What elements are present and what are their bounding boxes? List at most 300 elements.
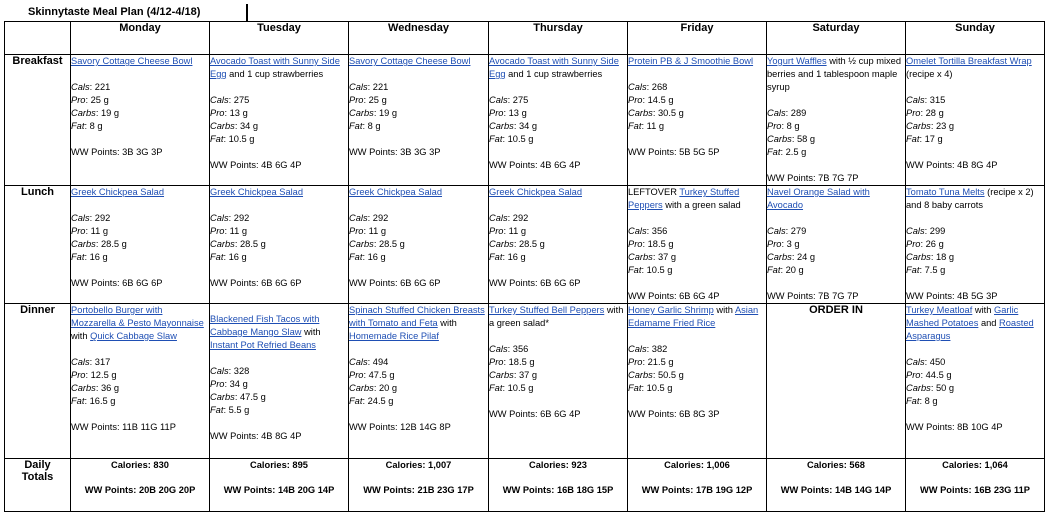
nutrition-fat: Fat: 10.5 g — [489, 134, 534, 144]
recipe-link[interactable]: Avocado Toast with Sunny Side Egg — [210, 56, 340, 79]
nutrition-fat: Fat: 16 g — [210, 252, 247, 262]
meal-text: with a green salad — [662, 200, 741, 210]
nutrition-carbs: Carbs: 20 g — [349, 383, 398, 393]
meal-plan-title: Skinnytaste Meal Plan (4/12-4/18) — [28, 6, 201, 18]
nutrition-cals-label: Cals — [210, 95, 229, 105]
breakfast-cell-friday — [628, 55, 767, 186]
spacer — [489, 81, 627, 94]
nutrition-fat: Fat: 10.5 g — [210, 134, 255, 144]
nutrition-pro-label: Pro — [71, 226, 86, 236]
day-header-saturday: Saturday — [767, 22, 906, 55]
nutrition-cals: Cals: 221 — [349, 82, 389, 92]
daily-ww-points: WW Points: 20B 20G 20P — [84, 485, 196, 495]
recipe-link[interactable]: Protein PB & J Smoothie Bowl — [628, 56, 754, 66]
nutrition-carbs-label: Carbs — [489, 239, 514, 249]
ww-points: WW Points: 6B 6G 4P — [489, 409, 581, 419]
dinner-cell-thursday — [489, 304, 628, 459]
recipe-link[interactable]: Turkey Stuffed Bell Peppers — [489, 305, 605, 315]
lunch-cell-saturday — [767, 186, 906, 304]
nutrition-pro: Pro: 28 g — [906, 108, 944, 118]
row-label-lunch: Lunch — [5, 186, 71, 304]
daily-ww-points: WW Points: 17B 19G 12P — [641, 485, 753, 495]
breakfast-cell-sunday — [906, 55, 1045, 186]
nutrition-cals-label: Cals — [71, 82, 90, 92]
nutrition-cals-value: 382 — [651, 344, 668, 354]
nutrition-pro: Pro: 8 g — [767, 121, 800, 131]
nutrition-carbs: Carbs: 28.5 g — [210, 239, 266, 249]
nutrition-pro-value: 21.5 g — [647, 357, 674, 367]
lunch-cell-wednesday — [349, 186, 489, 304]
recipe-link[interactable]: Homemade Rice Pilaf — [349, 331, 439, 341]
nutrition-cals-value: 292 — [233, 213, 250, 223]
nutrition-cals: Cals: 279 — [767, 226, 807, 236]
nutrition-carbs-label: Carbs — [210, 392, 235, 402]
nutrition-cals-value: 299 — [929, 226, 946, 236]
meal-text: LEFTOVER — [628, 187, 680, 197]
nutrition-carbs: Carbs: 18 g — [906, 252, 955, 262]
nutrition-cals: Cals: 356 — [489, 344, 529, 354]
nutrition-carbs: Carbs: 47.5 g — [210, 392, 266, 402]
meal-description — [71, 55, 209, 68]
nutrition-carbs-value: 18 g — [935, 252, 955, 262]
spacer — [906, 277, 1044, 290]
nutrition-fat-value: 8 g — [367, 121, 381, 131]
nutrition-cals: Cals: 292 — [349, 213, 389, 223]
nutrition-cals-value: 356 — [651, 226, 668, 236]
nutrition-fat-label: Fat — [210, 252, 224, 262]
meal-description — [349, 304, 488, 343]
dinner-cell-monday — [71, 304, 210, 459]
row-label-breakfast: Breakfast — [5, 55, 71, 186]
spacer — [767, 159, 905, 172]
recipe-link[interactable]: Greek Chickpea Salad — [210, 187, 304, 197]
lunch-cell-thursday — [489, 186, 628, 304]
recipe-link[interactable]: Roasted Asparagus — [906, 318, 1034, 341]
nutrition-pro-value: 18.5 g — [508, 357, 535, 367]
nutrition-cals-value: 221 — [372, 82, 389, 92]
nutrition-pro-value: 13 g — [229, 108, 248, 118]
nutrition-fat-label: Fat — [489, 134, 503, 144]
day-header-friday: Friday — [628, 22, 767, 55]
nutrition-pro-value: 25 g — [368, 95, 387, 105]
nutrition-pro-value: 28 g — [925, 108, 944, 118]
nutrition-pro-value: 11 g — [368, 226, 387, 236]
nutrition-fat: Fat: 7.5 g — [906, 265, 946, 275]
spacer — [628, 212, 766, 225]
nutrition-cals-label: Cals — [906, 95, 925, 105]
recipe-link[interactable]: Turkey Stuffed Peppers — [628, 187, 740, 210]
spacer — [906, 408, 1044, 421]
nutrition-pro-label: Pro — [906, 108, 921, 118]
recipe-link[interactable]: Tomato Tuna Melts — [906, 187, 985, 197]
meal-description — [906, 304, 1044, 343]
meal-text: and 1 cup strawberries — [505, 69, 603, 79]
nutrition-pro: Pro: 11 g — [489, 226, 527, 236]
meal-text: with a green salad* — [489, 305, 624, 328]
nutrition-pro-value: 8 g — [786, 121, 800, 131]
nutrition-fat: Fat: 10.5 g — [628, 265, 673, 275]
nutrition-cals-value: 450 — [929, 357, 946, 367]
lunch-cell-tuesday — [210, 186, 349, 304]
spacer — [767, 94, 905, 107]
nutrition-fat-label: Fat — [906, 134, 920, 144]
spacer — [489, 199, 627, 212]
meal-description — [628, 304, 766, 330]
nutrition-fat: Fat: 5.5 g — [210, 405, 250, 415]
daily-total-monday — [71, 459, 210, 512]
nutrition-pro-label: Pro — [767, 121, 782, 131]
nutrition-carbs-label: Carbs — [628, 370, 653, 380]
meal-description — [628, 55, 766, 68]
nutrition-carbs-label: Carbs — [906, 383, 931, 393]
nutrition-cals-value: 356 — [512, 344, 529, 354]
nutrition-fat-label: Fat — [349, 396, 363, 406]
nutrition-pro: Pro: 11 g — [349, 226, 387, 236]
nutrition-pro-label: Pro — [210, 379, 225, 389]
breakfast-cell-saturday — [767, 55, 906, 186]
nutrition-carbs: Carbs: 23 g — [906, 121, 955, 131]
meal-text: with — [71, 331, 91, 341]
nutrition-fat-value: 2.5 g — [785, 147, 807, 157]
recipe-link[interactable]: Quick Cabbage Slaw — [90, 331, 177, 341]
nutrition-fat: Fat: 8 g — [71, 121, 103, 131]
nutrition-fat-value: 16 g — [228, 252, 247, 262]
nutrition-fat-value: 10.5 g — [507, 134, 534, 144]
nutrition-fat: Fat: 8 g — [906, 396, 938, 406]
nutrition-carbs-label: Carbs — [349, 383, 374, 393]
daily-calories: Calories: 1,064 — [942, 460, 1008, 470]
nutrition-cals-label: Cals — [489, 95, 508, 105]
nutrition-fat: Fat: 10.5 g — [628, 383, 673, 393]
nutrition-fat-value: 16 g — [507, 252, 526, 262]
nutrition-carbs-value: 37 g — [657, 252, 677, 262]
meal-text: with — [713, 305, 735, 315]
nutrition-pro-value: 3 g — [786, 239, 800, 249]
corner-cell — [5, 22, 71, 55]
nutrition-carbs-value: 50.5 g — [657, 370, 684, 380]
nutrition-cals: Cals: 292 — [210, 213, 250, 223]
nutrition-fat-label: Fat — [906, 265, 920, 275]
recipe-link[interactable]: Savory Cottage Cheese Bowl — [349, 56, 471, 66]
spacer — [489, 264, 627, 277]
nutrition-fat: Fat: 11 g — [628, 121, 665, 131]
nutrition-carbs: Carbs: 58 g — [767, 134, 816, 144]
totals-label: Totals — [21, 471, 54, 483]
daily-total-friday — [628, 459, 767, 512]
nutrition-cals-value: 275 — [233, 95, 250, 105]
meal-text: (recipe x 4) — [906, 69, 953, 79]
nutrition-cals-label: Cals — [71, 357, 90, 367]
nutrition-fat-label: Fat — [71, 252, 85, 262]
dinner-cell-tuesday — [210, 304, 349, 459]
nutrition-fat: Fat: 16 g — [489, 252, 526, 262]
nutrition-pro: Pro: 44.5 g — [906, 370, 952, 380]
daily-calories: Calories: 1,007 — [385, 460, 452, 470]
nutrition-fat-value: 16.5 g — [89, 396, 116, 406]
nutrition-carbs-label: Carbs — [906, 252, 931, 262]
nutrition-cals: Cals: 275 — [210, 95, 250, 105]
ww-points: WW Points: 7B 7G 7P — [767, 173, 859, 183]
nutrition-fat: Fat: 16 g — [71, 252, 108, 262]
nutrition-pro-value: 11 g — [90, 226, 109, 236]
spacer — [210, 264, 348, 277]
nutrition-carbs-value: 30.5 g — [657, 108, 684, 118]
meal-description — [489, 55, 627, 81]
nutrition-pro-label: Pro — [628, 95, 643, 105]
nutrition-cals-value: 268 — [651, 82, 668, 92]
nutrition-pro-value: 44.5 g — [925, 370, 952, 380]
spacer — [628, 395, 766, 408]
nutrition-fat: Fat: 2.5 g — [767, 147, 807, 157]
nutrition-cals-value: 494 — [372, 357, 389, 367]
nutrition-fat-value: 20 g — [785, 265, 804, 275]
spacer — [628, 68, 766, 81]
meal-description — [349, 55, 488, 68]
nutrition-carbs-label: Carbs — [767, 134, 792, 144]
nutrition-cals-label: Cals — [210, 366, 229, 376]
nutrition-carbs-value: 47.5 g — [239, 392, 266, 402]
recipe-link[interactable]: Greek Chickpea Salad — [349, 187, 443, 197]
nutrition-fat-value: 8 g — [924, 396, 938, 406]
nutrition-cals: Cals: 450 — [906, 357, 946, 367]
nutrition-carbs-label: Carbs — [489, 370, 514, 380]
nutrition-cals: Cals: 292 — [489, 213, 529, 223]
ww-points: WW Points: 6B 6G 6P — [489, 278, 581, 288]
row-label-daily-totals — [5, 459, 71, 512]
nutrition-carbs-value: 28.5 g — [518, 239, 545, 249]
recipe-link[interactable]: Turkey Meatloaf — [906, 305, 973, 315]
meal-description — [210, 313, 348, 352]
text-cursor — [246, 4, 248, 21]
meal-description — [349, 186, 488, 199]
nutrition-fat-value: 11 g — [646, 121, 665, 131]
nutrition-cals: Cals: 315 — [906, 95, 946, 105]
nutrition-cals-label: Cals — [349, 213, 368, 223]
nutrition-pro: Pro: 3 g — [767, 239, 800, 249]
nutrition-pro-label: Pro — [489, 226, 504, 236]
breakfast-cell-monday — [71, 55, 210, 186]
nutrition-fat-value: 16 g — [89, 252, 108, 262]
nutrition-cals-label: Cals — [210, 213, 229, 223]
nutrition-cals-label: Cals — [628, 344, 647, 354]
meal-text: and 1 cup strawberries — [226, 69, 324, 79]
nutrition-fat-value: 7.5 g — [924, 265, 946, 275]
recipe-link[interactable]: Avocado Toast with Sunny Side Egg — [489, 56, 619, 79]
nutrition-pro-value: 13 g — [508, 108, 527, 118]
nutrition-fat-label: Fat — [906, 396, 920, 406]
ww-points: WW Points: 6B 6G 6P — [349, 278, 441, 288]
nutrition-carbs: Carbs: 24 g — [767, 252, 816, 262]
nutrition-pro-value: 18.5 g — [647, 239, 674, 249]
ww-points: WW Points: 3B 3G 3P — [71, 147, 163, 157]
spacer — [71, 199, 209, 212]
recipe-link[interactable]: Portobello Burger with Mozzarella & Pesto Mayonnaise — [71, 305, 204, 328]
nutrition-carbs-label: Carbs — [71, 108, 96, 118]
nutrition-pro: Pro: 21.5 g — [628, 357, 674, 367]
daily-label: Daily — [24, 459, 51, 471]
nutrition-pro-value: 25 g — [90, 95, 109, 105]
ww-points: WW Points: 6B 6G 6P — [71, 278, 163, 288]
spacer — [210, 417, 348, 430]
nutrition-pro: Pro: 34 g — [210, 379, 248, 389]
nutrition-carbs: Carbs: 36 g — [71, 383, 120, 393]
meal-description — [767, 186, 905, 212]
meal-text: with — [437, 318, 457, 328]
nutrition-pro-value: 26 g — [925, 239, 944, 249]
nutrition-pro-label: Pro — [349, 226, 364, 236]
recipe-link[interactable]: Spinach Stuffed Chicken Breasts with Tomato and Feta — [349, 305, 485, 328]
nutrition-cals-label: Cals — [767, 108, 786, 118]
spacer — [349, 343, 488, 356]
daily-calories: Calories: 895 — [250, 460, 308, 470]
recipe-link[interactable]: Greek Chickpea Salad — [489, 187, 583, 197]
daily-ww-points: WW Points: 16B 23G 11P — [919, 485, 1031, 495]
nutrition-cals-label: Cals — [906, 226, 925, 236]
nutrition-fat: Fat: 16.5 g — [71, 396, 116, 406]
nutrition-fat: Fat: 17 g — [906, 134, 943, 144]
nutrition-carbs-label: Carbs — [71, 239, 96, 249]
nutrition-cals-value: 317 — [94, 357, 111, 367]
spacer — [71, 264, 209, 277]
recipe-link[interactable]: Yogurt Waffles — [767, 56, 827, 66]
nutrition-carbs-label: Carbs — [210, 239, 235, 249]
recipe-link[interactable]: Honey Garlic Shrimp — [628, 305, 714, 315]
recipe-link[interactable]: Asian Edamame Fried Rice — [628, 305, 759, 328]
nutrition-pro-label: Pro — [767, 239, 782, 249]
nutrition-pro: Pro: 25 g — [349, 95, 387, 105]
nutrition-fat-value: 5.5 g — [228, 405, 250, 415]
daily-ww-points: WW Points: 14B 20G 14P — [223, 485, 335, 495]
day-header-monday: Monday — [71, 22, 210, 55]
nutrition-cals-value: 275 — [512, 95, 529, 105]
meal-plan-table — [4, 21, 1045, 512]
nutrition-cals-label: Cals — [489, 213, 508, 223]
spacer — [628, 330, 766, 343]
nutrition-cals-value: 328 — [233, 366, 250, 376]
nutrition-cals-label: Cals — [349, 82, 368, 92]
nutrition-fat: Fat: 16 g — [349, 252, 386, 262]
nutrition-fat-label: Fat — [71, 396, 85, 406]
recipe-link[interactable]: Garlic Mashed Potatoes — [906, 305, 1019, 328]
day-header-row — [5, 22, 1045, 55]
daily-ww-points: WW Points: 21B 23G 17P — [363, 485, 474, 495]
row-label-dinner: Dinner — [5, 304, 71, 459]
breakfast-cell-thursday — [489, 55, 628, 186]
daily-total-tuesday — [210, 459, 349, 512]
nutrition-carbs-value: 37 g — [518, 370, 538, 380]
recipe-link[interactable]: Omelet Tortilla Breakfast Wrap — [906, 56, 1032, 66]
nutrition-cals-label: Cals — [906, 357, 925, 367]
nutrition-pro-value: 47.5 g — [368, 370, 395, 380]
nutrition-fat-value: 10.5 g — [228, 134, 255, 144]
nutrition-fat-label: Fat — [628, 121, 642, 131]
spacer — [767, 212, 905, 225]
nutrition-fat-label: Fat — [210, 405, 224, 415]
breakfast-cell-wednesday — [349, 55, 489, 186]
ww-points: WW Points: 8B 10G 4P — [906, 422, 1003, 432]
meal-description — [628, 186, 766, 212]
daily-ww-points: WW Points: 14B 14G 14P — [780, 485, 892, 495]
nutrition-pro-value: 11 g — [229, 226, 248, 236]
recipe-link[interactable]: Navel Orange Salad with Avocado — [767, 187, 870, 210]
spacer — [210, 352, 348, 365]
nutrition-cals-label: Cals — [628, 82, 647, 92]
nutrition-pro: Pro: 11 g — [210, 226, 248, 236]
daily-calories: Calories: 1,006 — [664, 460, 730, 470]
breakfast-row — [5, 55, 1045, 186]
nutrition-fat-value: 10.5 g — [646, 265, 673, 275]
recipe-link[interactable]: Instant Pot Refried Beans — [210, 340, 316, 350]
nutrition-fat-value: 10.5 g — [507, 383, 534, 393]
meal-text: with — [301, 327, 321, 337]
nutrition-pro-label: Pro — [210, 226, 225, 236]
spacer — [489, 395, 627, 408]
nutrition-fat-label: Fat — [489, 383, 503, 393]
nutrition-pro: Pro: 13 g — [489, 108, 527, 118]
spacer — [906, 343, 1044, 356]
recipe-link[interactable]: Greek Chickpea Salad — [71, 187, 165, 197]
meal-description — [210, 186, 348, 199]
spacer — [489, 146, 627, 159]
ww-points: WW Points: 6B 8G 3P — [628, 409, 720, 419]
nutrition-cals: Cals: 356 — [628, 226, 668, 236]
dinner-row — [5, 304, 1045, 459]
nutrition-carbs-label: Carbs — [71, 383, 96, 393]
nutrition-cals-label: Cals — [628, 226, 647, 236]
nutrition-cals: Cals: 268 — [628, 82, 668, 92]
nutrition-pro: Pro: 26 g — [906, 239, 944, 249]
nutrition-fat-label: Fat — [210, 134, 224, 144]
recipe-link[interactable]: Blackened Fish Tacos with Cabbage Mango Slaw — [210, 314, 320, 337]
daily-total-wednesday — [349, 459, 489, 512]
lunch-row — [5, 186, 1045, 304]
nutrition-carbs-value: 28.5 g — [239, 239, 266, 249]
nutrition-cals: Cals: 289 — [767, 108, 807, 118]
nutrition-carbs-value: 58 g — [796, 134, 816, 144]
nutrition-fat: Fat: 20 g — [767, 265, 804, 275]
nutrition-carbs-value: 50 g — [935, 383, 955, 393]
nutrition-carbs: Carbs: 28.5 g — [349, 239, 405, 249]
breakfast-cell-tuesday — [210, 55, 349, 186]
nutrition-fat-label: Fat — [628, 383, 642, 393]
order-in-label: ORDER IN — [809, 304, 863, 316]
nutrition-fat-value: 10.5 g — [646, 383, 673, 393]
nutrition-cals: Cals: 275 — [489, 95, 529, 105]
nutrition-carbs-value: 28.5 g — [100, 239, 127, 249]
nutrition-cals: Cals: 494 — [349, 357, 389, 367]
nutrition-carbs-value: 23 g — [935, 121, 955, 131]
nutrition-pro: Pro: 14.5 g — [628, 95, 674, 105]
nutrition-pro-label: Pro — [71, 370, 86, 380]
nutrition-cals-label: Cals — [349, 357, 368, 367]
nutrition-pro: Pro: 18.5 g — [628, 239, 674, 249]
dinner-cell-saturday — [767, 304, 906, 459]
nutrition-carbs: Carbs: 37 g — [628, 252, 677, 262]
daily-calories: Calories: 568 — [807, 460, 865, 470]
nutrition-carbs-value: 19 g — [100, 108, 120, 118]
day-header-thursday: Thursday — [489, 22, 628, 55]
nutrition-fat-label: Fat — [628, 265, 642, 275]
nutrition-fat-value: 17 g — [924, 134, 943, 144]
nutrition-cals-label: Cals — [767, 226, 786, 236]
daily-calories: Calories: 923 — [529, 460, 587, 470]
ww-points: WW Points: 4B 8G 4P — [906, 160, 998, 170]
nutrition-pro: Pro: 18.5 g — [489, 357, 535, 367]
nutrition-carbs-label: Carbs — [210, 121, 235, 131]
ww-points: WW Points: 11B 11G 11P — [71, 422, 176, 432]
nutrition-pro-label: Pro — [906, 239, 921, 249]
recipe-link[interactable]: Savory Cottage Cheese Bowl — [71, 56, 193, 66]
